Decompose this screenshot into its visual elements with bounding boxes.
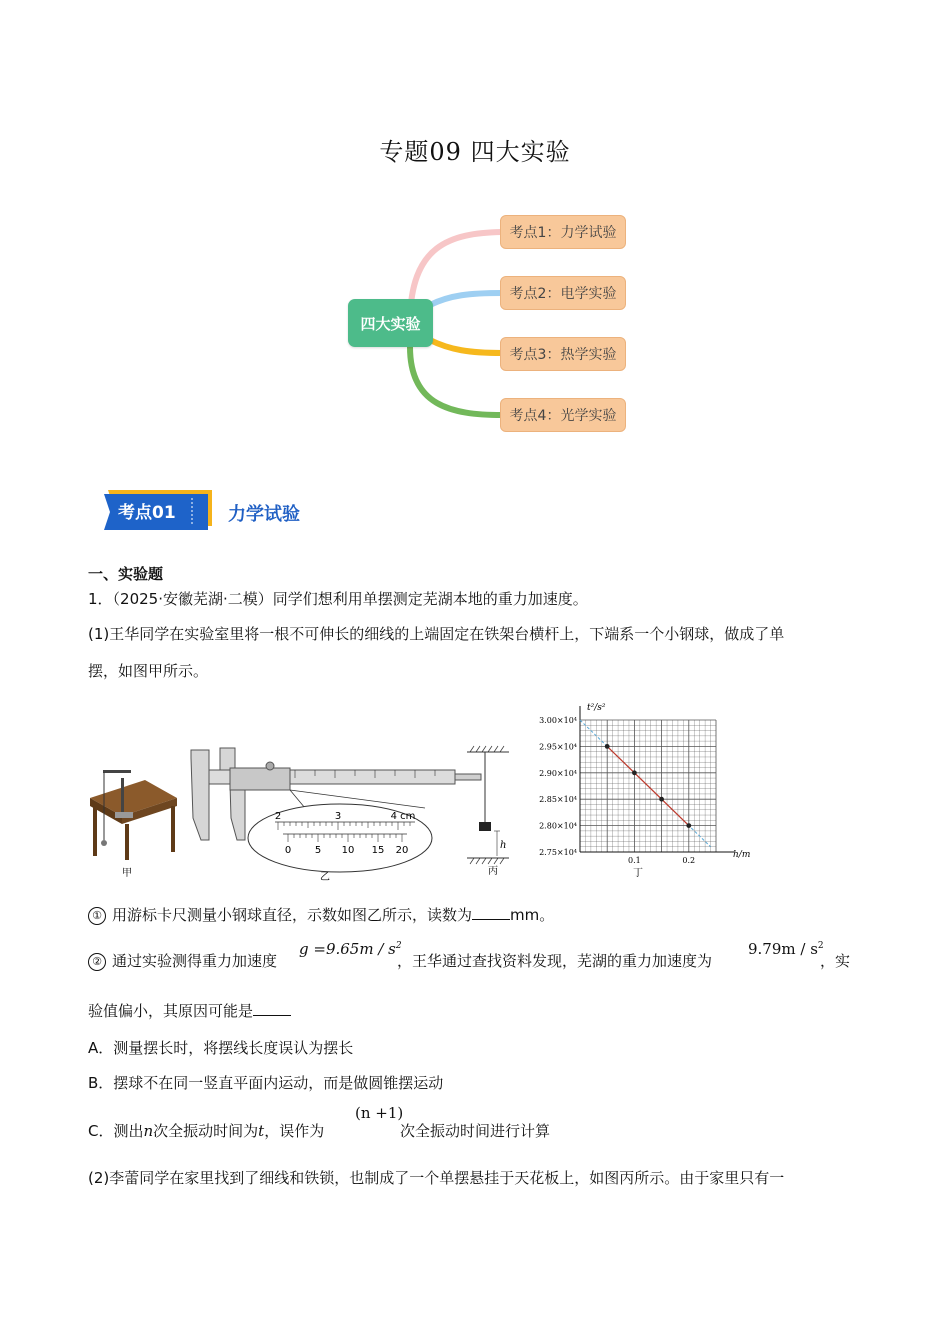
- caption-jia: 甲: [122, 868, 132, 879]
- mindmap-node-3: 考点3：热学实验: [500, 337, 626, 371]
- chart-x-tick-label: 0.1: [628, 856, 641, 865]
- chart-ding: [539, 703, 750, 865]
- h-label: h: [500, 840, 507, 851]
- vernier-sub-tick-label: 0: [284, 845, 292, 856]
- branch-3: [430, 340, 502, 353]
- question-type: 一、实验题: [88, 565, 164, 583]
- sub1-number: ①: [88, 907, 106, 925]
- vernier-main-tick-label: 2: [274, 811, 282, 822]
- branch-4: [410, 347, 502, 415]
- vernier-sub-tick-label: 20: [395, 845, 409, 856]
- option-c-expr: (n +1): [355, 1104, 404, 1122]
- caption-ding: 丁: [633, 868, 643, 879]
- sub2-mid: ，王华通过查找资料发现，芜湖的重力加速度为: [397, 952, 713, 970]
- mindmap-center: 四大实验: [348, 299, 433, 347]
- option-a[interactable]: A．测量摆长时，将摆线长度误认为摆长: [88, 1039, 354, 1057]
- vernier-sub-tick-label: 10: [341, 845, 355, 856]
- chart-series-line: [607, 746, 689, 825]
- figure-yi: [191, 748, 481, 872]
- mindmap-node-2: 考点2：电学实验: [500, 276, 626, 310]
- q1-sub2-line1: [88, 950, 277, 973]
- sub2-end: ，实: [820, 952, 851, 970]
- sub2-pre: 通过实验测得重力加速度: [112, 952, 278, 970]
- mindmap-node-4: 考点4：光学实验: [500, 398, 626, 432]
- vernier-sub-tick-label: 5: [314, 845, 322, 856]
- page-title: 专题09 四大实验: [379, 138, 571, 166]
- chart-point: [605, 744, 610, 749]
- option-c[interactable]: C．测出n次全振动时间为t，误作为: [88, 1122, 325, 1140]
- chart-y-tick-label: 2.95×10⁴: [539, 742, 577, 752]
- sub2-answer-blank[interactable]: [253, 1001, 291, 1016]
- chart-y-tick-label: 2.80×10⁴: [539, 821, 577, 831]
- caption-bing: 丙: [488, 866, 498, 877]
- option-b[interactable]: B．摆球不在同一竖直平面内运动，而是做圆锥摆运动: [88, 1074, 444, 1092]
- option-c-end: 次全振动时间进行计算: [400, 1122, 551, 1140]
- branch-2: [430, 293, 502, 305]
- chart-y-tick-label: 2.75×10⁴: [539, 848, 577, 857]
- sub2-val-expr: $9.79m / s^2$: [748, 940, 824, 958]
- chart-point: [659, 797, 664, 802]
- sub1-unit: mm。: [510, 906, 555, 924]
- figure-bing: [467, 746, 509, 864]
- chart-x-tick-label: 0.2: [682, 856, 696, 865]
- chart-point: [686, 823, 691, 828]
- mindmap-node-1: 考点1：力学试验: [500, 215, 626, 249]
- caption-yi: 乙: [320, 872, 330, 883]
- chart-ylabel: t²/s²: [587, 703, 606, 713]
- q1-sub1: [88, 904, 554, 927]
- section-title: 力学试验: [228, 504, 300, 525]
- q1-part1-line1: (1)王华同学在实验室里将一根不可伸长的细线的上端固定在铁架台横杆上，下端系一个小钢球，做成了单: [88, 625, 785, 643]
- chart-y-tick-label: 2.90×10⁴: [539, 768, 577, 778]
- chart-xlabel: h/m: [733, 850, 751, 860]
- q1-part1-line2: 摆，如图甲所示。: [88, 662, 209, 680]
- figure-jia: [90, 770, 177, 860]
- vernier-sub-tick-label: 15: [371, 845, 385, 856]
- chart-point: [632, 770, 637, 775]
- sub1-answer-blank[interactable]: [472, 905, 510, 920]
- sub2-g-expr: $g =9.65m / s^2$: [299, 940, 402, 958]
- experiment-figures: [85, 698, 765, 888]
- q1-part2: (2)李蕾同学在家里找到了细线和铁锁，也制成了一个单摆悬挂于天花板上，如图丙所示。由于家里只有一: [88, 1169, 785, 1187]
- vernier-main-tick-label: 4 cm: [390, 811, 416, 822]
- q1-sub2-line2: 验值偏小，其原因可能是: [88, 1000, 291, 1023]
- sub1-text: 用游标卡尺测量小钢球直径，示数如图乙所示，读数为: [112, 906, 473, 924]
- chart-y-tick-label: 3.00×10⁴: [539, 716, 577, 725]
- section-badge-label: 考点01: [118, 503, 176, 523]
- q1-stem: 1．（2025·安徽芜湖·二模）同学们想利用单摆测定芜湖本地的重力加速度。: [88, 590, 588, 608]
- chart-y-tick-label: 2.85×10⁴: [539, 795, 577, 805]
- vernier-main-tick-label: 3: [334, 811, 342, 822]
- section-badge: [104, 490, 216, 534]
- sub2-number: ②: [88, 953, 106, 971]
